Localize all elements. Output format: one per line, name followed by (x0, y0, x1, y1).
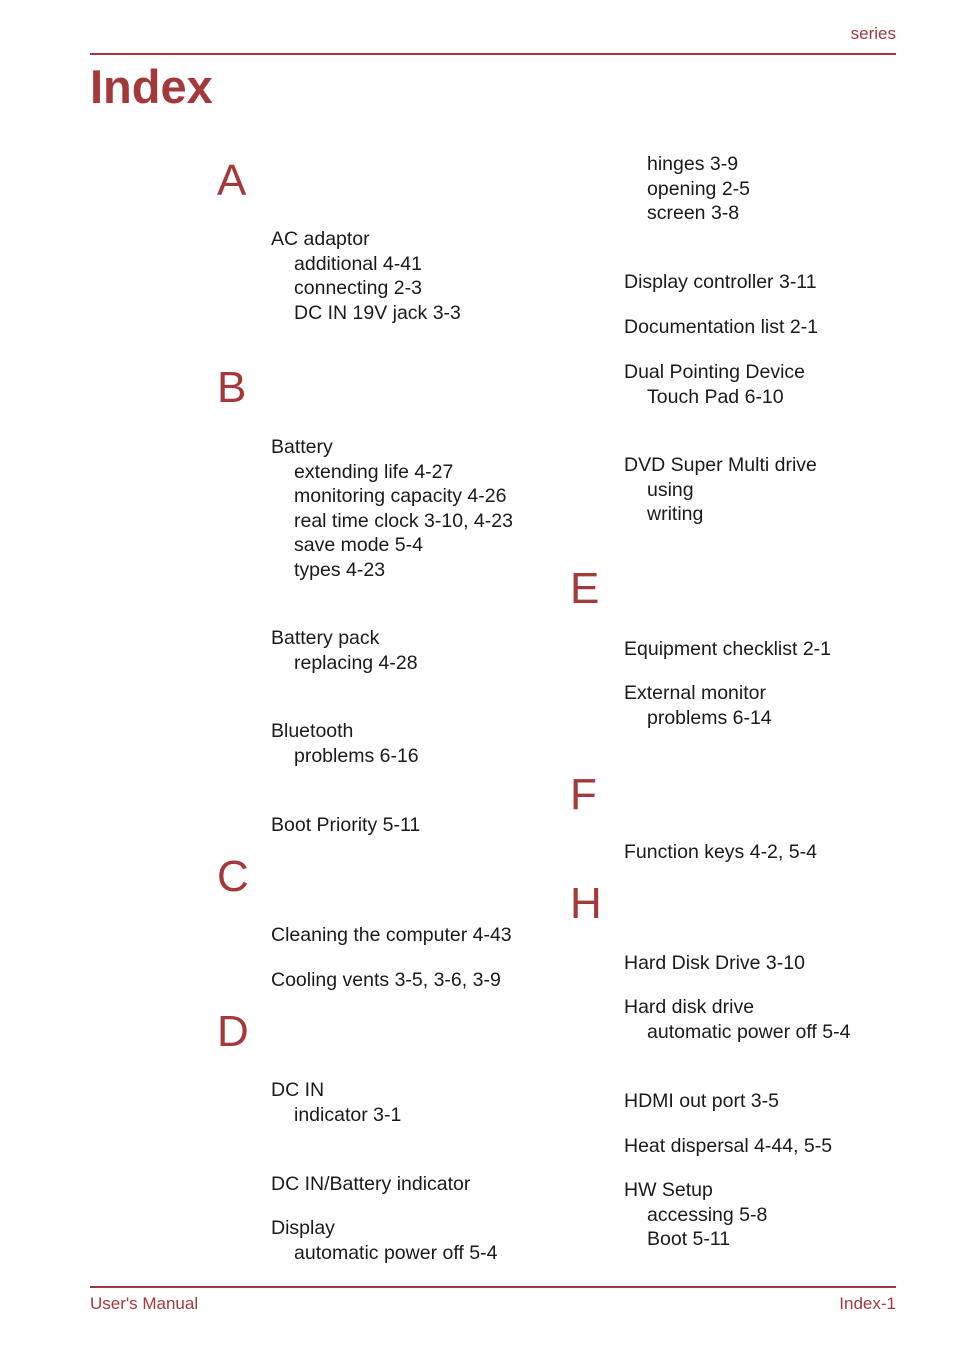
entry-sub: screen 3-8 (647, 202, 740, 224)
index-entry-cooling-vents (271, 968, 501, 993)
entry-main: Battery (271, 436, 333, 458)
entry-sub: types 4-23 (294, 558, 386, 581)
entry-sub: opening 2-5 (647, 177, 751, 200)
entry-main: Cooling vents 3-5, 3-6, 3-9 (271, 969, 501, 991)
entry-main: Documentation list 2-1 (624, 316, 819, 338)
section-letter-c: C (217, 852, 249, 901)
index-entry-equipment-checklist (624, 637, 831, 662)
index-entry-dc-in (271, 1078, 401, 1127)
index-entry-heat-dispersal (624, 1134, 832, 1159)
entry-main: DC IN (271, 1079, 325, 1101)
index-entry-hard-disk-drive-caps (624, 951, 805, 976)
entry-sub: extending life 4-27 (294, 460, 454, 483)
entry-sub: indicator 3-1 (294, 1103, 402, 1126)
footer-manual-name: User's Manual (90, 1294, 199, 1313)
entry-sub: hinges 3-9 (647, 153, 739, 175)
index-entry-dc-in-battery-indicator (271, 1172, 470, 1197)
entry-sub: problems 6-14 (647, 706, 772, 729)
entry-sub: additional 4-41 (294, 252, 422, 275)
index-entry-hard-disk-drive (624, 995, 850, 1044)
index-entry-bluetooth (271, 719, 419, 768)
section-letter-f: F (570, 770, 597, 819)
entry-main: DC IN/Battery indicator (271, 1173, 471, 1195)
entry-main: Function keys 4-2, 5-4 (624, 841, 817, 863)
header-rule (90, 53, 896, 55)
entry-main: HDMI out port 3-5 (624, 1090, 779, 1112)
entry-main: Hard disk drive (624, 996, 755, 1018)
index-entry-display-controller (624, 270, 817, 295)
entry-main: HW Setup (624, 1179, 713, 1201)
entry-sub: writing (647, 503, 704, 525)
index-entry-hw-setup (624, 1178, 767, 1252)
section-letter-e: E (570, 564, 600, 613)
entry-main: External monitor (624, 682, 766, 704)
index-entry-display-continued (624, 152, 750, 226)
entry-sub: DC IN 19V jack 3-3 (294, 301, 461, 324)
entry-main: Battery pack (271, 627, 380, 649)
index-entry-external-monitor (624, 681, 772, 730)
index-entry-display (271, 1216, 497, 1265)
entry-sub: Boot 5-11 (647, 1228, 731, 1250)
entry-sub: problems 6-16 (294, 744, 419, 767)
entry-main: Display (271, 1217, 335, 1239)
entry-main: Heat dispersal 4-44, 5-5 (624, 1135, 833, 1157)
index-entry-battery-pack (271, 626, 418, 675)
section-letter-b: B (217, 363, 247, 412)
header-series: series (850, 24, 896, 43)
entry-main: Dual Pointing Device (624, 361, 806, 383)
section-letter-a: A (217, 156, 247, 205)
section-letter-h: H (570, 879, 602, 928)
entry-main: Boot Priority 5-11 (271, 814, 421, 836)
entry-main: Cleaning the computer 4-43 (271, 924, 512, 946)
entry-sub: accessing 5-8 (647, 1203, 768, 1226)
entry-main: Display controller 3-11 (624, 271, 817, 293)
entry-sub: real time clock 3-10, 4-23 (294, 509, 513, 532)
entry-main: Bluetooth (271, 720, 354, 742)
index-entry-boot-priority (271, 813, 420, 838)
index-entry-cleaning (271, 923, 512, 948)
index-entry-dvd-super-multi-drive (624, 453, 817, 527)
entry-sub: save mode 5-4 (294, 534, 423, 556)
entry-sub: replacing 4-28 (294, 651, 418, 674)
footer-page-number: Index-1 (839, 1294, 896, 1313)
index-entry-battery (271, 435, 513, 582)
index-entry-ac-adaptor (271, 227, 461, 325)
entry-sub: Touch Pad 6-10 (647, 385, 784, 408)
entry-main: Equipment checklist 2-1 (624, 638, 832, 660)
footer-rule (90, 1286, 896, 1288)
entry-sub: automatic power off 5-4 (647, 1020, 851, 1043)
index-entry-documentation-list (624, 315, 818, 340)
section-letter-d: D (217, 1007, 249, 1056)
index-entry-dual-pointing-device (624, 360, 805, 409)
index-entry-function-keys (624, 840, 817, 865)
entry-main: AC adaptor (271, 228, 370, 250)
index-entry-hdmi-out-port (624, 1089, 779, 1114)
entry-sub: connecting 2-3 (294, 277, 422, 299)
page-title: Index (90, 60, 213, 113)
entry-main: Hard Disk Drive 3-10 (624, 952, 805, 974)
entry-sub: automatic power off 5-4 (294, 1241, 498, 1264)
entry-sub: using (647, 478, 694, 501)
entry-main: DVD Super Multi drive (624, 454, 817, 476)
entry-sub: monitoring capacity 4-26 (294, 485, 507, 507)
